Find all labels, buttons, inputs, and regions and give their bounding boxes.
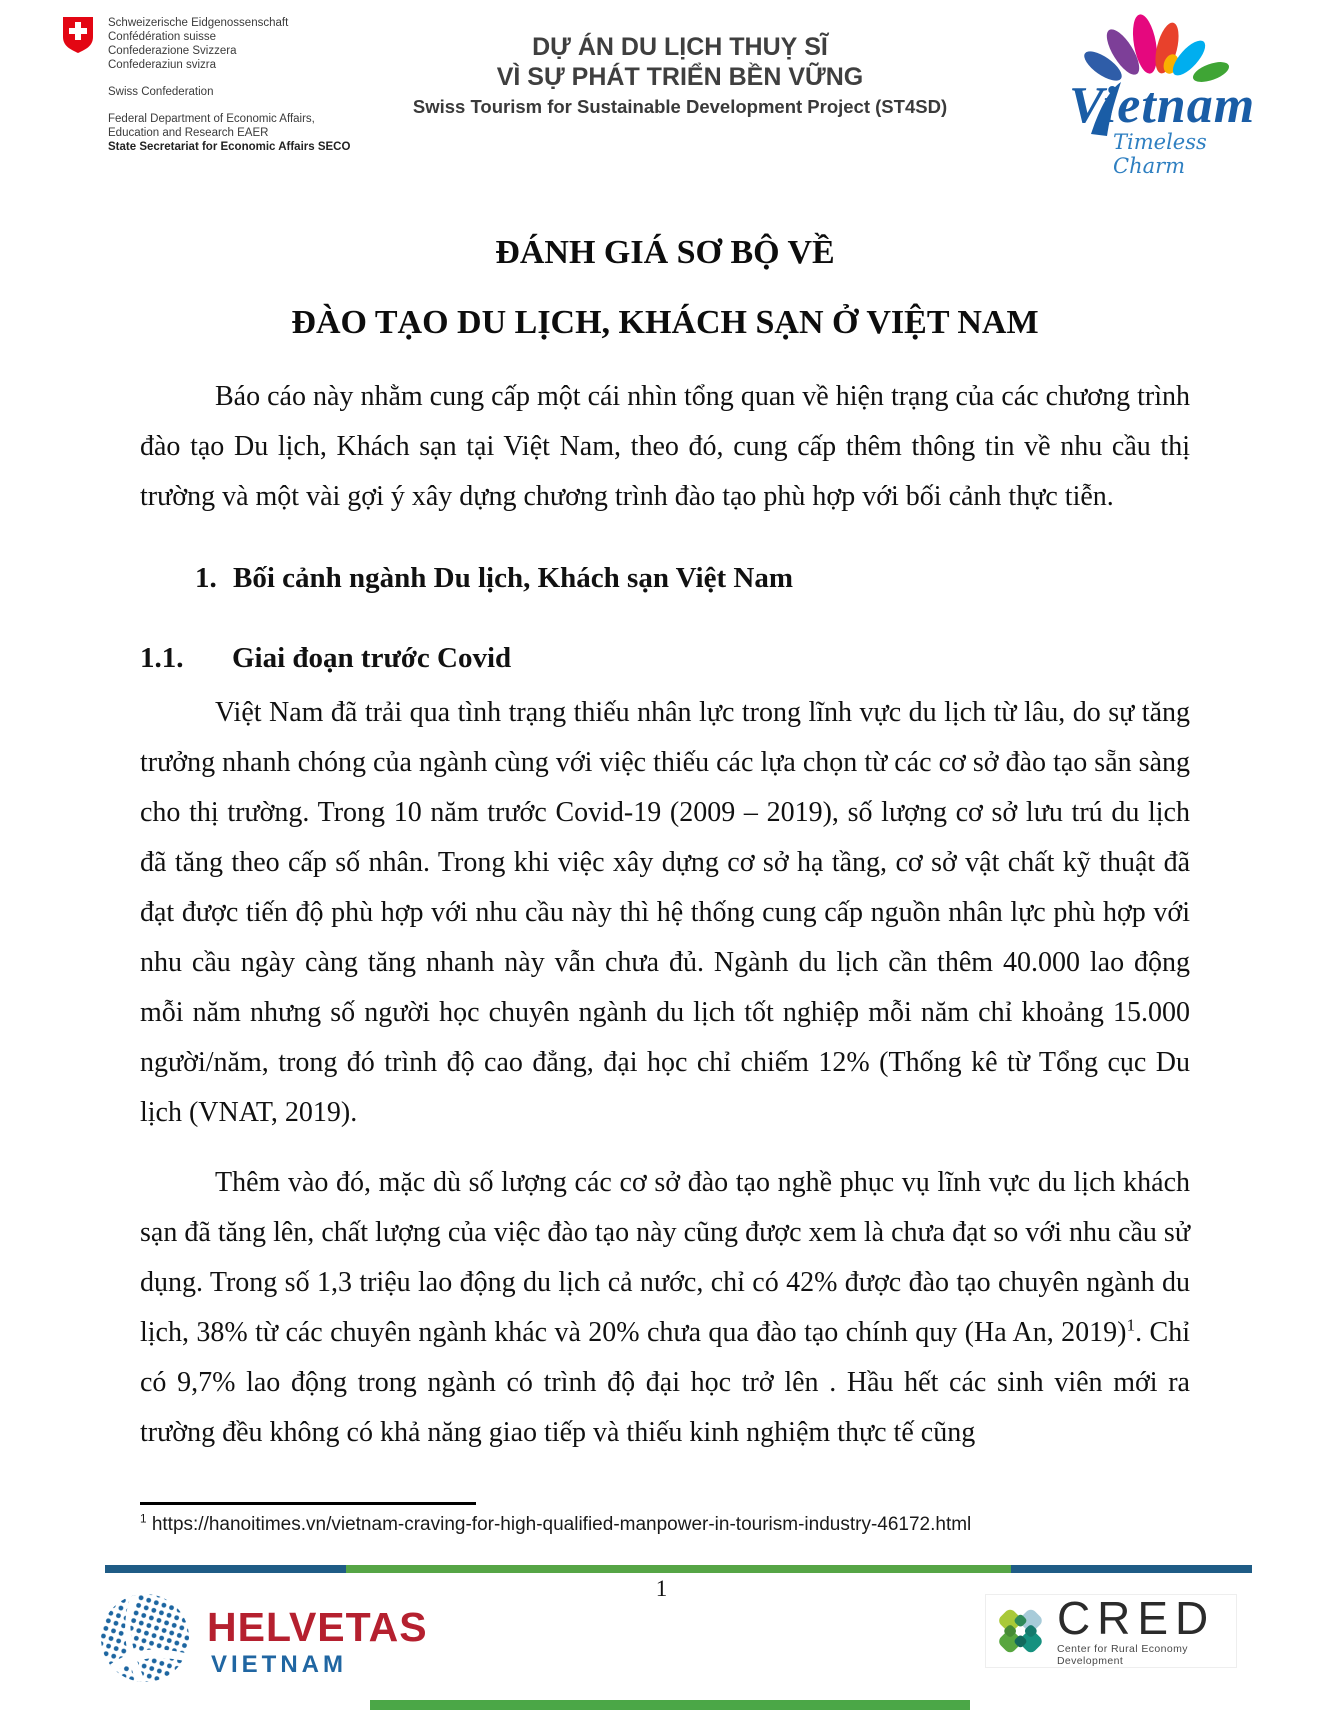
swiss-confederation-logo — [62, 16, 350, 154]
project-title-line2: VÌ SỰ PHÁT TRIỂN BỀN VỮNG — [496, 63, 864, 91]
page-header — [0, 14, 1323, 179]
helvetas-wordmark — [207, 1588, 428, 1682]
paragraph-training-quality — [140, 1158, 1190, 1458]
footer-divider-bar — [105, 1565, 1252, 1573]
section-1-1-number: 1.1. — [140, 642, 184, 674]
section-1-heading — [195, 558, 1190, 598]
cred-tagline: Center for Rural Economy Development — [1056, 1643, 1188, 1667]
document-title-line2: ĐÀO TẠO DU LỊCH, KHÁCH SẠN Ở VIỆT NAM — [291, 304, 1039, 341]
cred-logo — [985, 1594, 1237, 1668]
page-number: 1 — [655, 1576, 668, 1601]
swiss-coat-of-arms-icon — [62, 16, 94, 54]
swiss-lang-line: Confederazione Svizzera — [108, 45, 237, 57]
helvetas-name: HELVETAS — [207, 1604, 428, 1650]
swiss-confederation-label: Swiss Confederation — [108, 86, 214, 98]
section-1-1-heading — [140, 638, 1190, 678]
vietnam-logo-tagline: Timeless Charm — [1113, 130, 1207, 178]
intro-paragraph: Báo cáo này nhằm cung cấp một cái nhìn tổng quan về hiện trạng của các chương trình đào tạo Du lịch, Khách sạn tại Việt Nam, theo đó, cung cấp thêm thông tin về nhu cầu thị trường và một vài gợi ý xây dựng chương trình đào tạo phù hợp với bối cảnh thực tiễn. — [140, 381, 1190, 512]
paragraph-text: Thêm vào đó, mặc dù số lượng các cơ sở đào tạo nghề phục vụ lĩnh vực du lịch khách sạn đã tăng lên, chất lượng của việc đào tạo này cũng được xem là chưa đạt so với nhu cầu sử dụng. Trong số 1,3 triệu lao động du lịch cả nước, chỉ có 42% được đào tạo chuyên ngành du lịch, 38% từ các chuyên ngành khác và 20% chưa qua đào tạo chính quy (Ha An, 2019) — [140, 1167, 1190, 1348]
footnote-reference: 1 — [1126, 1315, 1136, 1335]
document-body — [140, 218, 1190, 1458]
footnote-separator — [140, 1502, 476, 1505]
section-1-title: Bối cảnh ngành Du lịch, Khách sạn Việt Nam — [233, 562, 793, 594]
helvetas-logo — [98, 1588, 428, 1696]
paragraph-text: . Chỉ có 9,7% lao động trong ngành có trình độ đại học trở lên . Hầu hết các sinh viên mới ra trường đều không có khả năng giao tiếp và thiếu kinh nghiệm thực tế cũng — [140, 1317, 1190, 1448]
document-title — [140, 218, 1190, 358]
divider-segment-green — [346, 1565, 1011, 1573]
footnote — [140, 1514, 1190, 1536]
helvetas-country: VIETNAM — [211, 1651, 347, 1678]
swiss-secretariat-label: State Secretariat for Economic Affairs SECO — [108, 141, 351, 153]
project-title-line1: DỰ ÁN DU LỊCH THUỴ SĨ — [532, 33, 828, 61]
paragraph-pre-covid: Việt Nam đã trải qua tình trạng thiếu nhân lực trong lĩnh vực du lịch từ lâu, do sự tăng trưởng nhanh chóng của ngành cùng với việc thiếu các lựa chọn từ các cơ sở đào tạo sẵn sàng cho thị trường. Trong 10 năm trước Covid-19 (2009 – 2019), số lượng cơ sở lưu trú du lịch đã tăng theo cấp số nhân. Trong khi việc xây dựng cơ sở hạ tầng, cơ sở vật chất kỹ thuật đã đạt được tiến độ phù hợp với nhu cầu này thì hệ thống cung cấp nguồn nhân lực phù hợp với nhu cầu ngày càng tăng nhanh này vẫn chưa đủ. Ngành du lịch cần thêm 40.000 lao động mỗi năm nhưng số người học chuyên ngành du lịch tốt nghiệp mỗi năm chỉ khoảng 15.000 người/năm, trong đó trình độ cao đẳng, đại học chỉ chiếm 12% (Thống kê từ Tổng cục Du lịch (VNAT, 2019). — [140, 697, 1190, 1128]
vietnam-tourism-logo — [1051, 14, 1281, 178]
bottom-green-bar — [370, 1700, 970, 1710]
swiss-lang-line: Confederaziun svizra — [108, 59, 217, 71]
cred-name: CRED — [1056, 1592, 1216, 1644]
divider-segment-blue-left — [105, 1565, 346, 1573]
cred-wordmark — [1056, 1592, 1230, 1667]
divider-segment-blue-right — [1011, 1565, 1252, 1573]
swiss-lang-line: Schweizerische Eidgenossenschaft — [108, 17, 289, 29]
swiss-logo-text — [108, 16, 350, 154]
document-title-line1: ĐÁNH GIÁ SƠ BỘ VỀ — [495, 234, 835, 271]
vietnam-logo-wordmark: Vietnam — [1069, 77, 1256, 134]
footnote-number: 1 — [140, 1512, 147, 1526]
footnote-url: https://hanoitimes.vn/vietnam-craving-for-high-qualified-manpower-in-tourism-industry-46172.html — [151, 1514, 972, 1535]
project-title-block — [400, 32, 960, 122]
swiss-lang-line: Confédération suisse — [108, 31, 217, 43]
swiss-department-line: Federal Department of Economic Affairs, — [108, 113, 315, 125]
dotted-globe-icon — [98, 1588, 193, 1696]
section-1-number: 1. — [195, 562, 217, 594]
swiss-department-line: Education and Research EAER — [108, 127, 269, 139]
project-title-line3: Swiss Tourism for Sustainable Development Project (ST4SD) — [412, 96, 948, 117]
four-leaf-clover-icon — [992, 1598, 1049, 1664]
section-1-1-title: Giai đoạn trước Covid — [232, 642, 512, 674]
